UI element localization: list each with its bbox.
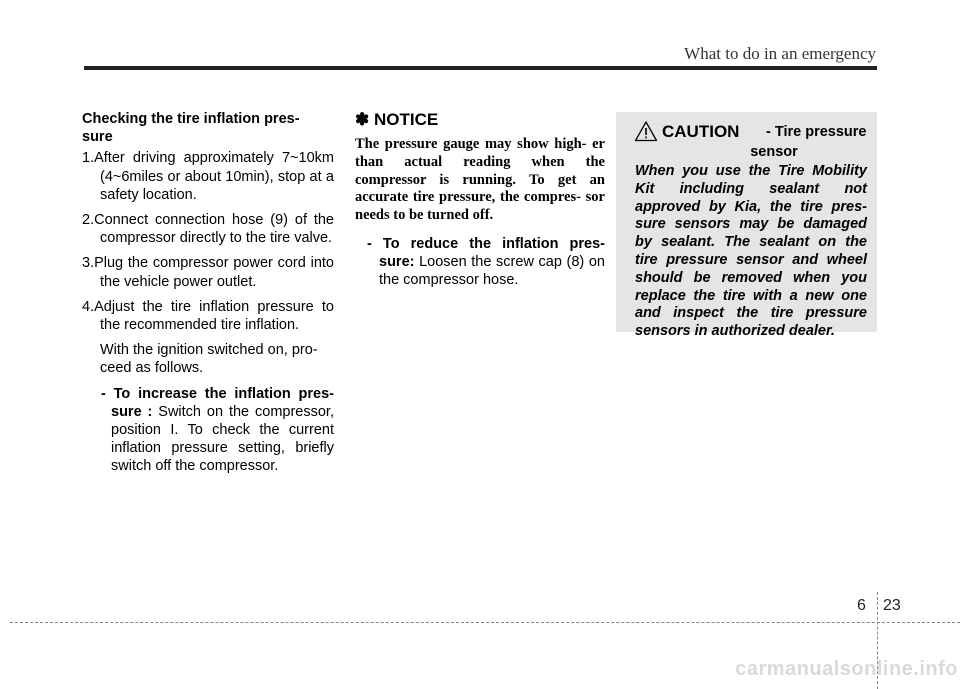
watermark: carmanualsonline.info bbox=[735, 658, 958, 680]
caution-box bbox=[616, 112, 877, 340]
caution-body: When you use the Tire Mobility Kit including sealant not approved by Kia, the tire pres- sure sensors may be damaged by sealant. The sealant on the tire pressure sensor and wheel should be removed when you replace the tire with a new one and inspect the tire pressure sensors in authorized dealer. bbox=[635, 163, 867, 340]
caution-topic: - Tire pressure bbox=[766, 124, 867, 140]
header-title: What to do in an emergency bbox=[684, 44, 876, 63]
increase-label: - To increase the inflation pres- sure : bbox=[101, 385, 334, 420]
page-number: 23 bbox=[883, 597, 901, 614]
increase-item bbox=[82, 385, 334, 476]
step-1: 1.After driving approximately 7~10km (4~6miles or about 10min), stop at a safety location. bbox=[82, 150, 334, 203]
step-2: 2.Connect connection hose (9) of the compressor directly to the tire valve. bbox=[82, 212, 334, 247]
reduce-text: Loosen the screw cap (8) on the compressor hose. bbox=[379, 254, 605, 289]
reduce-label: - To reduce the inflation pres- sure: bbox=[367, 235, 605, 271]
ignition-paragraph: With the ignition switched on, pro- ceed as follows. bbox=[100, 342, 318, 377]
increase-text: Switch on the compressor, position I. To check the current inflation pressure setting, briefly switch off the compressor. bbox=[111, 403, 334, 475]
footer-rule bbox=[10, 622, 960, 623]
chapter-number: 6 bbox=[857, 597, 866, 614]
caution-topic-line2: sensor bbox=[750, 144, 798, 160]
header-rule bbox=[84, 66, 877, 70]
step-3: 3.Plug the compressor power cord into the vehicle power outlet. bbox=[82, 255, 334, 290]
caution-word: CAUTION bbox=[662, 122, 740, 141]
notice-title: ✽ NOTICE bbox=[355, 110, 439, 129]
warning-triangle-icon bbox=[634, 120, 658, 142]
notice-column bbox=[355, 110, 605, 290]
step-4: 4.Adjust the tire inflation pressure to the recommended tire inflation. bbox=[82, 298, 334, 334]
notice-body: The pressure gauge may show high- er than actual reading when the compressor is running. To get an accurate tire pressure, the compres- sor needs to be turned off. bbox=[355, 136, 605, 224]
section-heading: Checking the tire inflation pres- sure bbox=[82, 111, 300, 146]
reduce-item bbox=[355, 235, 605, 290]
left-column bbox=[82, 110, 334, 476]
